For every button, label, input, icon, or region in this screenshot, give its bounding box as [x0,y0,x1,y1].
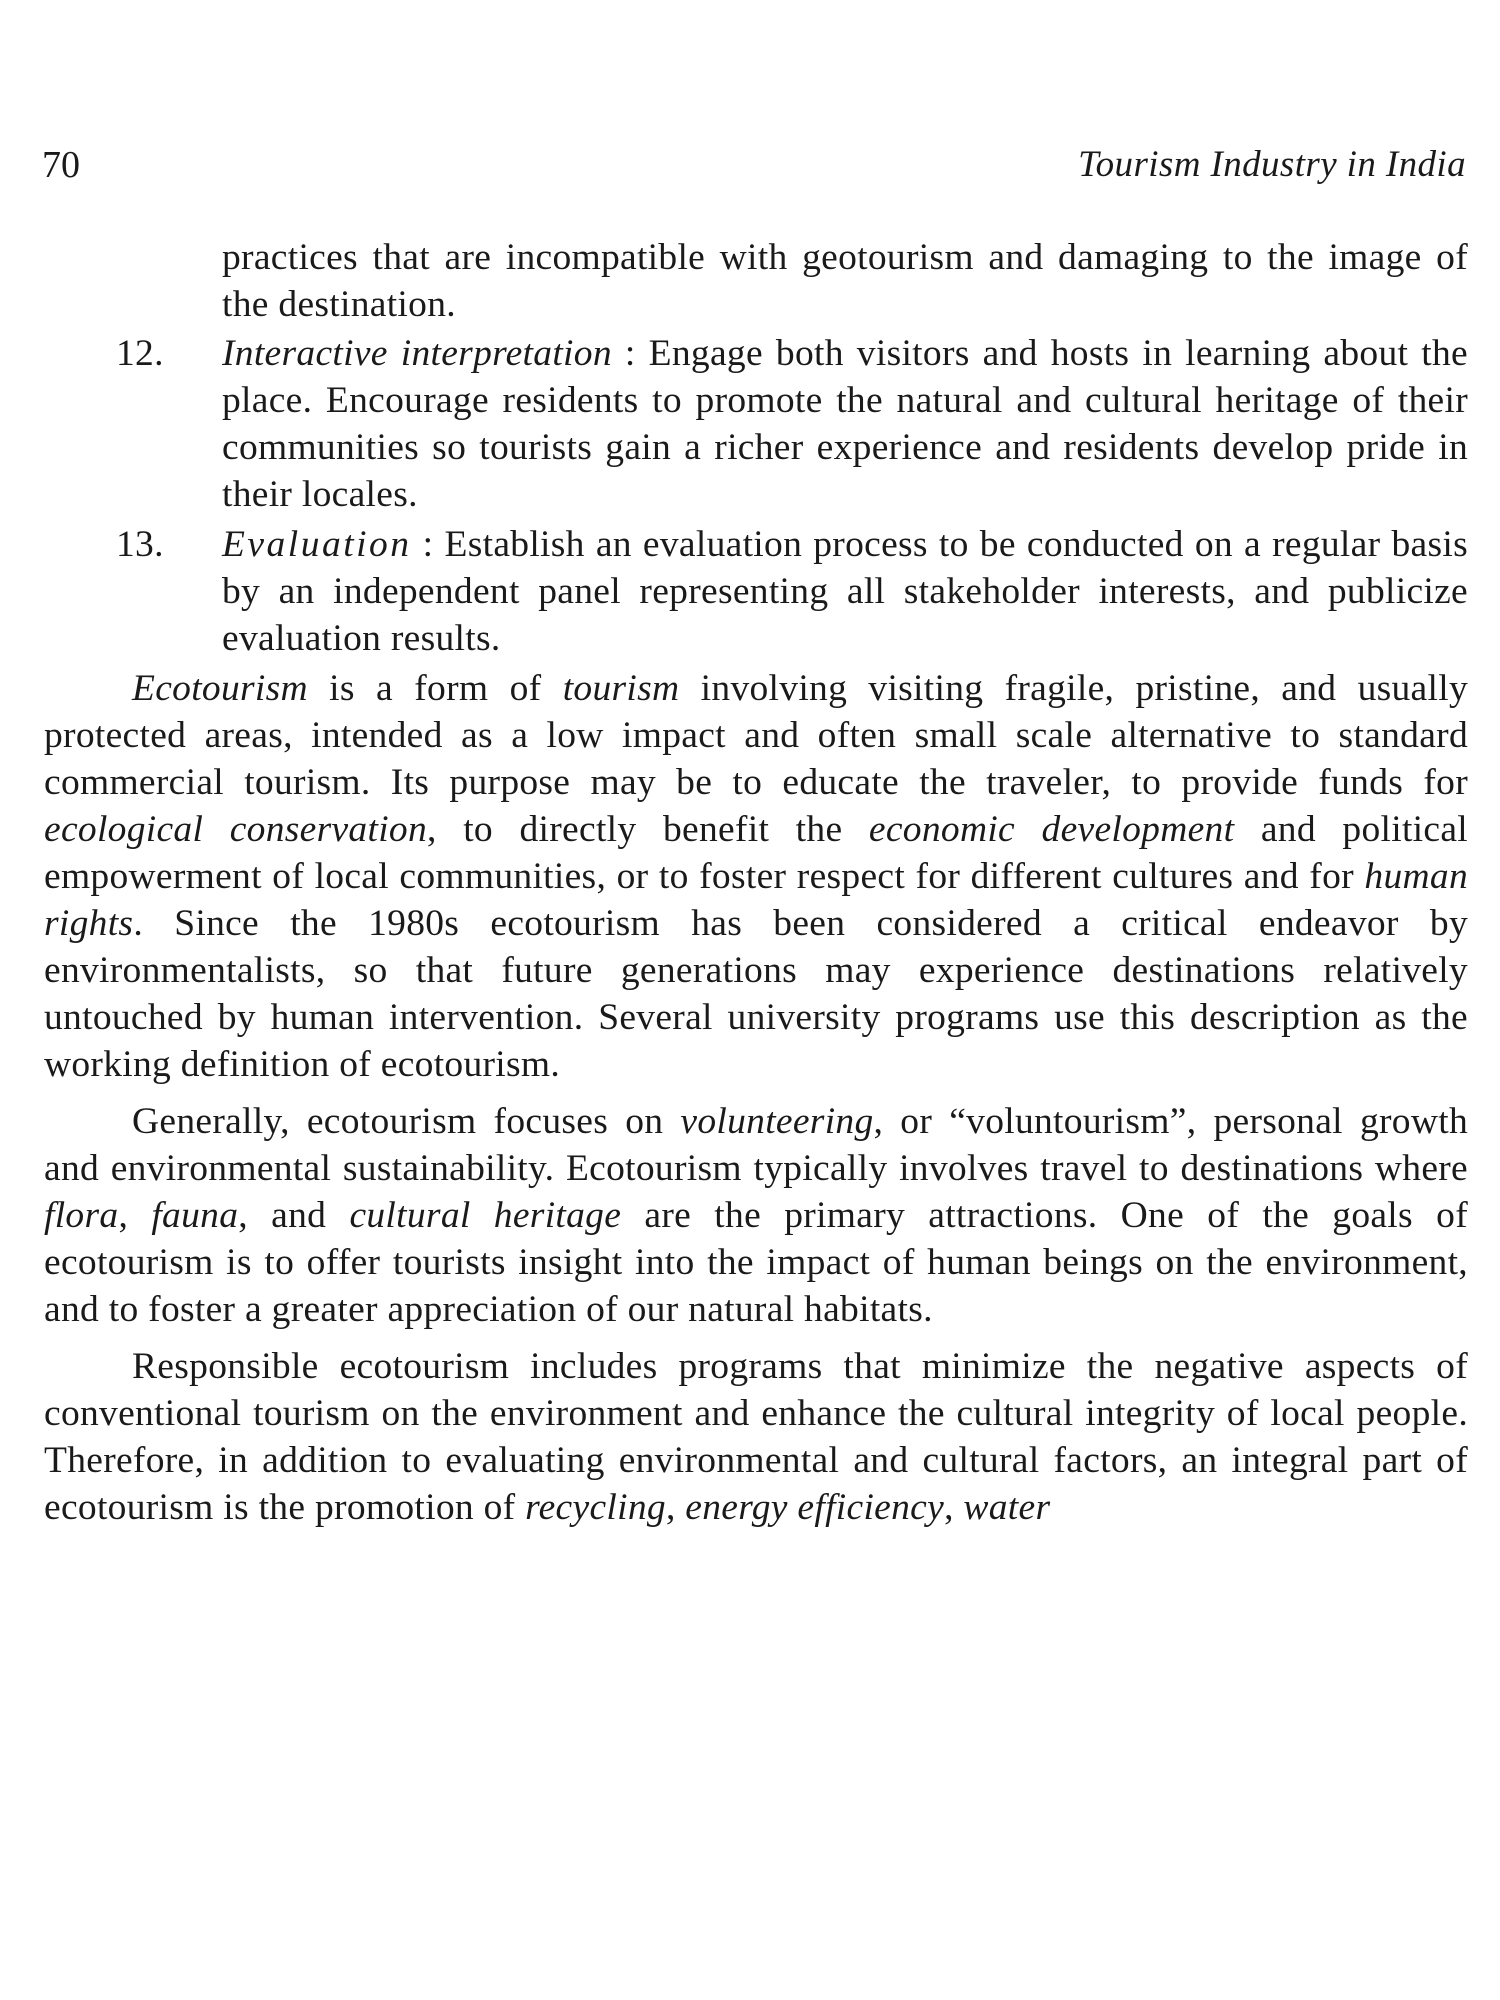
text-run: and political empowerment of local communities, or to foster respect for different cultures and for [44,809,1468,897]
italic-term: energy efficiency [685,1487,945,1528]
italic-term: fauna [151,1195,239,1236]
list-item-text: Engage both visitors and hosts in learning about the place. Encourage residents to promote the natural and cultural heritage of their communities so tourists gain a richer experience and residents develop pride in their locales. [222,333,1468,515]
italic-term: water [963,1487,1051,1528]
page-body [44,234,1468,1541]
text-run: , or “voluntourism”, personal growth and environmental sustainability. Ecotourism typically involves travel to destinations where [44,1101,1468,1189]
list-item-title: Evaluation [222,524,412,565]
text-run: Generally, ecotourism focuses on [132,1101,681,1142]
italic-term: cultural heritage [349,1195,622,1236]
italic-term: recycling [525,1487,666,1528]
text-run: . Since the 1980s ecotourism has been considered a critical endeavor by environmentalists, so that future generations may experience destinations relatively untouched by human intervention. Several university programs use this description as the working definition of ecotourism. [44,903,1468,1085]
paragraph-responsible-ecotourism [44,1343,1468,1531]
list-item-separator: : [611,333,649,374]
paragraph-ecotourism-definition [44,665,1468,1088]
italic-term: tourism [562,668,680,709]
page-header [42,140,1466,190]
text-run: Responsible ecotourism includes programs that minimize the negative aspects of conventional tourism on the environment and enhance the cultural integrity of local people. Therefore, in addition to evaluating environmental and cultural factors, an integral part of ecotourism is the promotion of [44,1346,1468,1528]
text-run: , and [238,1195,350,1236]
italic-term: Ecotourism [132,668,308,709]
list-item-number: 13. [116,524,164,565]
list-item-12 [44,330,1468,518]
italic-term: ecological conservation [44,809,428,850]
text-run: , [944,1487,964,1528]
text-run: is a form of [307,668,563,709]
italic-term: economic development [868,809,1235,850]
running-title: Tourism Industry in India [1078,144,1466,185]
list-item-13 [44,521,1468,662]
text-run: , [118,1195,152,1236]
list-item-separator: : [411,524,445,565]
list-item-title: Interactive interpretation [222,333,612,374]
page-number: 70 [42,144,80,186]
paragraph-ecotourism-focus [44,1098,1468,1333]
italic-term: human rights [44,856,1468,944]
text-run: are the primary attractions. One of the goals of ecotourism is to offer tourists insight into the impact of human beings on the environment, and to foster a greater appreciation of our natural habitats. [44,1195,1468,1330]
list-item-number: 12. [116,333,164,374]
text-run: , [665,1487,686,1528]
text-run: involving visiting fragile, pristine, and usually protected areas, intended as a low impact and often small scale alternative to standard commercial tourism. Its purpose may be to educate the traveler, to provide funds for [44,668,1468,803]
italic-term: volunteering [680,1101,874,1142]
italic-term: flora [44,1195,119,1236]
list-item-text: Establish an evaluation process to be conducted on a regular basis by an independent panel representing all stakeholder interests, and publicize evaluation results. [222,524,1468,659]
text-run: , to directly benefit the [427,809,869,850]
continuation-text: practices that are incompatible with geotourism and damaging to the image of the destination. [222,237,1468,325]
